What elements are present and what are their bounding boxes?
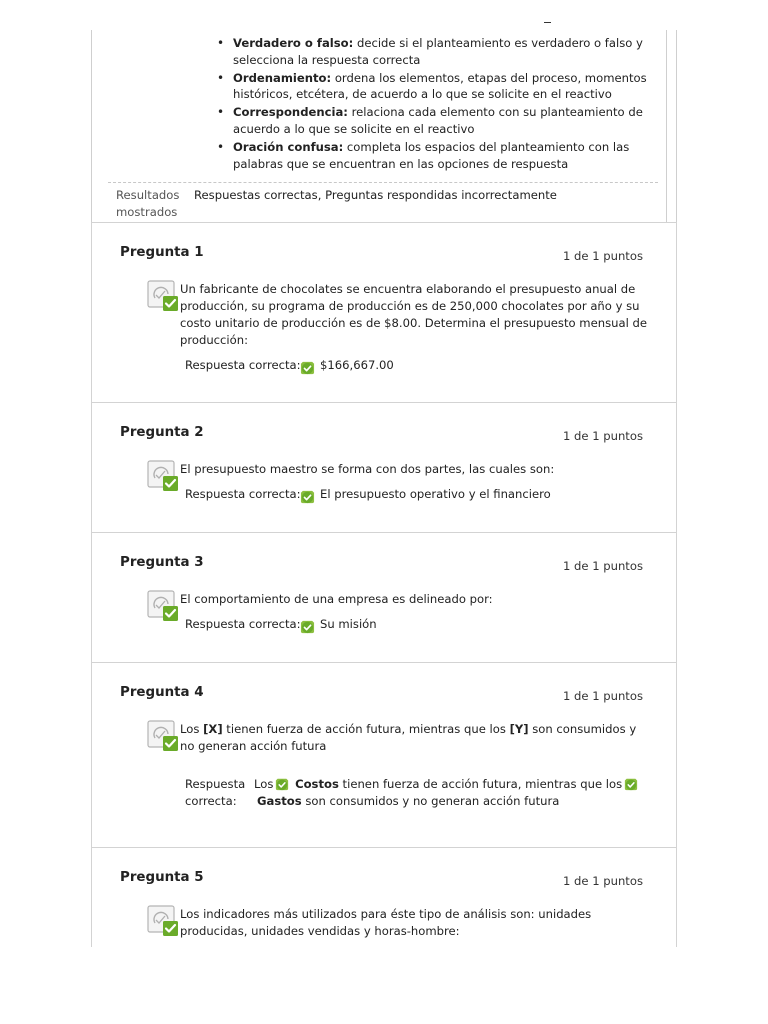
question-text: El presupuesto maestro se forma con dos partes, las cuales son: [180,462,555,476]
instructions-box [104,30,667,234]
list-item: • Ordenamiento: ordena los elementos, etapas del proceso, momentos históricos, etcétera, de acuerdo a lo que se solicite en el reactivo [212,70,652,104]
graded-correct-icon [147,720,179,752]
graded-correct-icon [147,590,179,622]
question-2-panel [91,402,677,533]
correct-answer: El presupuesto operativo y el financiero [320,487,551,501]
answer-label: Respuesta correcta: [185,617,301,631]
question-1-panel [91,222,677,403]
correct-answer: Su misión [320,617,377,631]
question-types-list [212,35,652,173]
question-points: 1 de 1 puntos [562,429,643,443]
question-points: 1 de 1 puntos [562,559,643,573]
question-text: Los [X] tienen fuerza de acción futura, mientras que los [Y] son consumidos y no generan acción futura [180,722,637,753]
divider [108,182,658,183]
graded-correct-icon [147,460,179,492]
results-label: Resultados mostrados [116,188,180,219]
list-item: • Verdadero o falso: decide si el planteamiento es verdadero o falso y selecciona la respuesta correcta [212,35,652,69]
answer-label: Respuesta correcta: [185,777,246,808]
answer-label: Respuesta correcta: [185,487,301,501]
correct-check-icon [624,777,638,791]
question-4-panel [91,662,677,848]
question-title: Pregunta 2 [120,425,204,440]
question-points: 1 de 1 puntos [562,249,643,263]
top-dash [544,22,551,23]
question-3-panel [91,532,677,663]
answer-label: Respuesta correcta: [185,358,301,372]
graded-correct-icon [147,905,179,937]
question-title: Pregunta 1 [120,245,204,260]
results-value: Respuestas correctas, Preguntas respondidas incorrectamente [194,188,557,202]
question-title: Pregunta 4 [120,685,204,700]
question-text: El comportamiento de una empresa es delineado por: [180,592,493,606]
question-points: 1 de 1 puntos [562,874,643,888]
correct-answer: Los Costos tienen fuerza de acción futura, mientras que los Gastos son consumidos y no generan acción futura [254,776,654,810]
graded-correct-icon [147,280,179,312]
question-text: Los indicadores más utilizados para éste tipo de análisis son: unidades producidas, unidades vendidas y horas-hombre: [180,907,592,938]
list-item: • Correspondencia: relaciona cada elemento con su planteamiento de acuerdo a lo que se solicite en el reactivo [212,104,652,138]
page-bottom-margin [0,947,768,1024]
question-points: 1 de 1 puntos [562,689,643,703]
correct-check-icon [300,360,315,375]
question-title: Pregunta 5 [120,870,204,885]
correct-check-icon [300,489,315,504]
correct-check-icon [300,619,315,634]
instructions-panel [91,30,677,222]
list-item: • Oración confusa: completa los espacios del planteamiento con las palabras que se encuentran en las opciones de respuesta [212,139,652,173]
question-text: Un fabricante de chocolates se encuentra elaborando el presupuesto anual de producción, su programa de producción es de 250,000 chocolates por año y su costo unitario de producción es de $8.00. Determina el presupuesto mensual de producción: [180,282,647,347]
correct-check-icon [275,777,289,791]
correct-answer: $166,667.00 [320,358,394,372]
question-title: Pregunta 3 [120,555,204,570]
